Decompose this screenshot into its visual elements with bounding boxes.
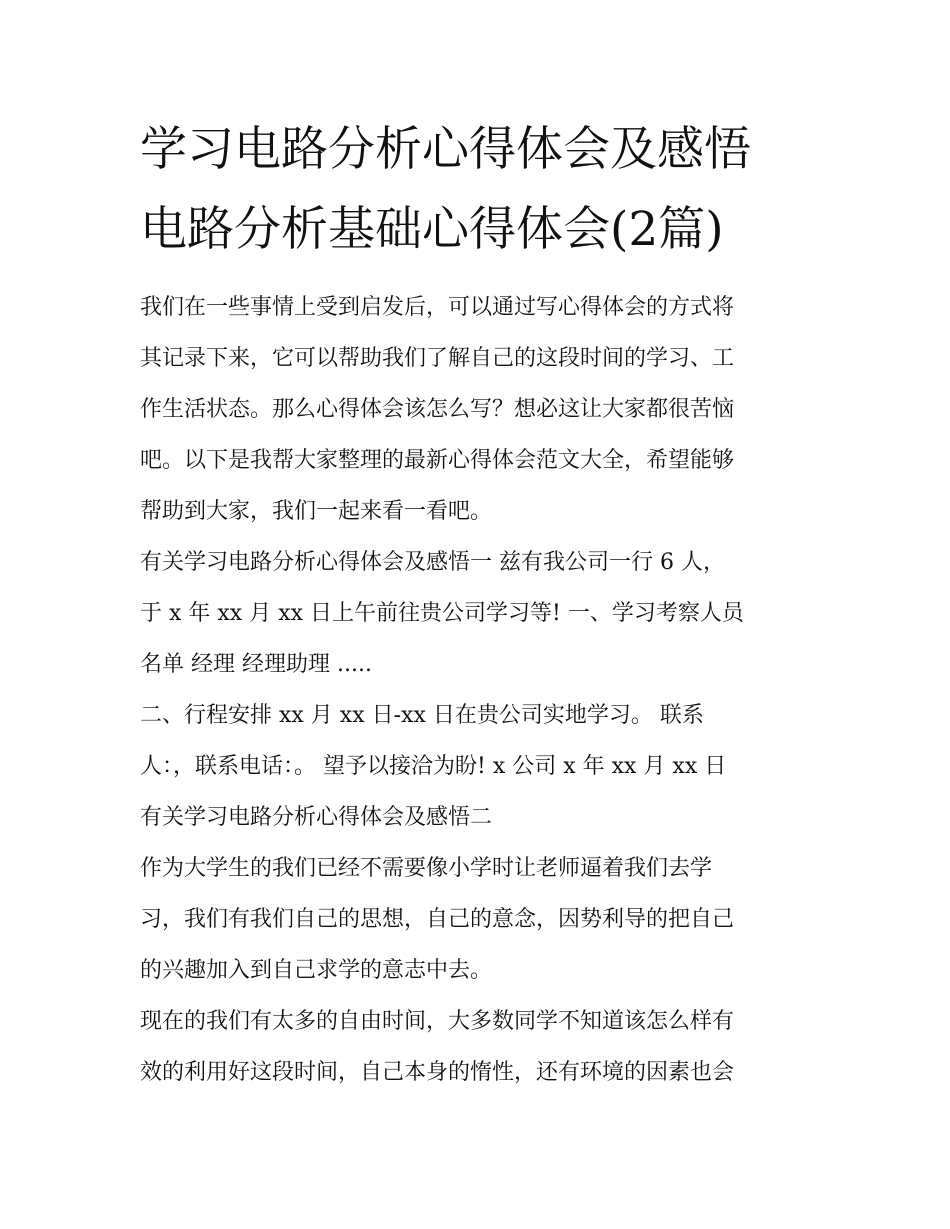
text-line: 其记录下来，它可以帮助我们了解自己的这段时间的学习、工: [140, 346, 735, 371]
text-line: 人：，联系电话：。 望予以接洽为盼! x 公司 x 年 xx 月 xx 日: [140, 754, 727, 779]
text-line: 帮助到大家，我们一起来看一看吧。: [140, 499, 493, 524]
title-line-2: 电路分析基础心得体会(2篇): [140, 202, 724, 257]
paragraph-schedule: [140, 690, 820, 792]
text-line: 作生活状态。那么心得体会该怎么写？想必这让大家都很苦恼: [140, 397, 735, 422]
text-line: 吧。以下是我帮大家整理的最新心得体会范文大全，希望能够: [140, 448, 735, 473]
text-line: 效的利用好这段时间，自己本身的惰性，还有环境的因素也会: [140, 1060, 735, 1085]
text-line: 有关学习电路分析心得体会及感悟一 兹有我公司一行 6 人，: [140, 550, 725, 575]
paragraph-student-thoughts: [140, 843, 820, 996]
text-line: 于 x 年 xx 月 xx 日上午前往贵公司学习等! 一、学习考察人员: [140, 601, 744, 626]
text-line: 习，我们有我们自己的思想，自己的意念，因势利导的把自己: [140, 907, 735, 932]
text-line: 现在的我们有太多的自由时间，大多数同学不知道该怎么样有: [140, 1009, 735, 1034]
title-line-1: 学习电路分析心得体会及感悟: [140, 122, 751, 177]
text-line: 名单 经理 经理助理 .....: [140, 652, 372, 677]
document-page: [140, 110, 820, 1098]
paragraph-intro: [140, 282, 820, 537]
text-line: 二、行程安排 xx 月 xx 日-xx 日在贵公司实地学习。 联系: [140, 703, 704, 728]
document-title: [140, 110, 820, 270]
paragraph-article-one: [140, 537, 820, 690]
text-line: 作为大学生的我们已经不需要像小学时让老师逼着我们去学: [140, 856, 713, 881]
section-heading-article-two: [140, 792, 820, 843]
text-line: 有关学习电路分析心得体会及感悟二: [140, 805, 493, 830]
text-line: 我们在一些事情上受到启发后，可以通过写心得体会的方式将: [140, 295, 735, 320]
paragraph-free-time: [140, 996, 820, 1098]
text-line: 的兴趣加入到自己求学的意志中去。: [140, 958, 493, 983]
